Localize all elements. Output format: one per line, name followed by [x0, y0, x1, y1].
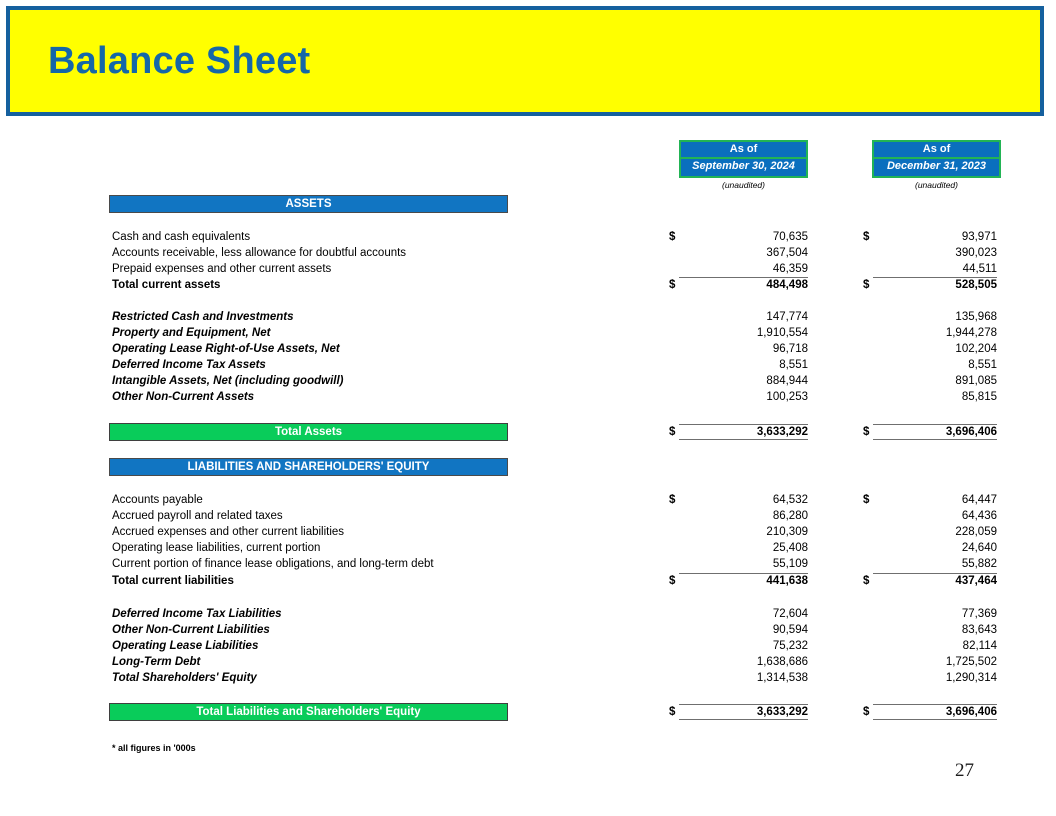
column-2-as-of-label: As of: [872, 140, 1001, 159]
row-label: Property and Equipment, Net: [112, 327, 271, 339]
row-value-period-1: 86,280: [772, 510, 808, 522]
total-liab-equity-value-period-1: 3,633,292: [756, 706, 808, 718]
section-header-assets: ASSETS: [109, 195, 508, 213]
total-assets-value-period-2: 3,696,406: [945, 426, 997, 438]
table-row-total-liabilities-and-equity: [0, 704, 1056, 720]
currency-symbol: $: [863, 575, 870, 587]
row-value-period-1: 484,498: [766, 279, 808, 291]
table-row-total-assets: [0, 424, 1056, 440]
row-label: Cash and cash equivalents: [112, 231, 251, 243]
row-value-period-2: 85,815: [961, 391, 997, 403]
row-value-period-1: 55,109: [772, 558, 808, 570]
table-row: [0, 508, 1056, 524]
row-value-period-1: 884,944: [766, 375, 808, 387]
column-header-period-1: [679, 140, 808, 190]
total-assets-bar: Total Assets: [109, 423, 508, 441]
row-value-period-2: 1,290,314: [945, 672, 997, 684]
table-row: [0, 492, 1056, 508]
row-value-period-1: 96,718: [772, 343, 808, 355]
table-row: [0, 540, 1056, 556]
row-label: Total current assets: [112, 279, 221, 291]
row-value-period-2: 1,725,502: [945, 656, 997, 668]
table-row-total-current-liabilities: [0, 573, 1056, 589]
table-row: [0, 373, 1056, 389]
row-label: Accrued payroll and related taxes: [112, 510, 283, 522]
row-value-period-1: 25,408: [772, 542, 808, 554]
row-label: Accrued expenses and other current liabilities: [112, 526, 345, 538]
column-header-period-2: [872, 140, 1001, 190]
row-value-period-1: 1,314,538: [756, 672, 808, 684]
row-value-period-1: 8,551: [779, 359, 808, 371]
row-label: Total Shareholders' Equity: [112, 672, 257, 684]
balance-sheet-body: [0, 128, 1056, 816]
currency-symbol: $: [863, 494, 870, 506]
row-value-period-2: 82,114: [962, 640, 997, 652]
currency-symbol: $: [863, 706, 870, 718]
row-value-period-2: 83,643: [961, 624, 997, 636]
row-value-period-2: 228,059: [955, 526, 997, 538]
row-label: Other Non-Current Assets: [112, 391, 255, 403]
row-value-period-1: 100,253: [766, 391, 808, 403]
row-value-period-2: 135,968: [955, 311, 997, 323]
row-label: Long-Term Debt: [112, 656, 201, 668]
table-row: [0, 622, 1056, 638]
table-row: [0, 670, 1056, 686]
currency-symbol: $: [863, 426, 870, 438]
row-value-period-2: 390,023: [955, 247, 997, 259]
row-value-period-2: 55,882: [961, 558, 997, 570]
row-label: Deferred Income Tax Liabilities: [112, 608, 282, 620]
row-label: Current portion of finance lease obligations, and long-term debt: [112, 558, 434, 570]
row-value-period-2: 528,505: [955, 279, 997, 291]
row-label: Restricted Cash and Investments: [112, 311, 294, 323]
row-value-period-1: 1,638,686: [756, 656, 808, 668]
row-label: Prepaid expenses and other current assets: [112, 263, 332, 275]
table-row: [0, 229, 1056, 245]
row-label: Intangible Assets, Net (including goodwill): [112, 375, 344, 387]
row-label: Accounts receivable, less allowance for doubtful accounts: [112, 247, 407, 259]
row-label: Operating Lease Right-of-Use Assets, Net: [112, 343, 340, 355]
row-value-period-1: 90,594: [772, 624, 808, 636]
page-number: 27: [955, 760, 974, 781]
row-value-period-1: 210,309: [766, 526, 808, 538]
row-value-period-1: 70,635: [772, 231, 808, 243]
currency-symbol: $: [669, 231, 676, 243]
currency-symbol: $: [669, 494, 676, 506]
column-1-unaudited-note: (unaudited): [721, 180, 765, 190]
table-row: [0, 309, 1056, 325]
row-label: Operating Lease Liabilities: [112, 640, 259, 652]
row-value-period-1: 72,604: [772, 608, 808, 620]
table-row: [0, 261, 1056, 277]
row-value-period-1: 46,359: [772, 263, 808, 275]
row-value-period-2: 8,551: [968, 359, 997, 371]
row-value-period-1: 441,638: [766, 575, 808, 587]
table-row: [0, 556, 1056, 572]
title-banner: [6, 6, 1044, 116]
total-liabilities-and-equity-bar: Total Liabilities and Shareholders' Equity: [109, 703, 508, 721]
row-value-period-2: 44,511: [962, 263, 997, 275]
row-value-period-2: 64,436: [961, 510, 997, 522]
row-value-period-2: 64,447: [961, 494, 997, 506]
row-value-period-1: 367,504: [766, 247, 808, 259]
row-value-period-2: 1,944,278: [945, 327, 997, 339]
row-label: Other Non-Current Liabilities: [112, 624, 270, 636]
row-value-period-2: 77,369: [961, 608, 997, 620]
currency-symbol: $: [669, 426, 676, 438]
row-value-period-2: 102,204: [955, 343, 997, 355]
table-row: [0, 325, 1056, 341]
section-header-liabilities-and-equity: LIABILITIES AND SHAREHOLDERS' EQUITY: [109, 458, 508, 476]
table-row: [0, 341, 1056, 357]
total-liab-equity-value-period-2: 3,696,406: [945, 706, 997, 718]
table-row: [0, 357, 1056, 373]
table-row: [0, 389, 1056, 405]
footnote: * all figures in '000s: [112, 743, 196, 753]
row-value-period-2: 93,971: [961, 231, 997, 243]
page-title: Balance Sheet: [48, 39, 311, 82]
currency-symbol: $: [669, 279, 676, 291]
currency-symbol: $: [863, 279, 870, 291]
row-value-period-1: 64,532: [772, 494, 808, 506]
row-value-period-1: 147,774: [766, 311, 808, 323]
column-1-as-of-label: As of: [679, 140, 808, 159]
row-value-period-2: 891,085: [955, 375, 997, 387]
table-row: [0, 638, 1056, 654]
row-value-period-2: 24,640: [961, 542, 997, 554]
currency-symbol: $: [863, 231, 870, 243]
row-label: Total current liabilities: [112, 575, 234, 587]
row-value-period-1: 75,232: [772, 640, 808, 652]
table-row: [0, 654, 1056, 670]
total-assets-value-period-1: 3,633,292: [756, 426, 808, 438]
currency-symbol: $: [669, 575, 676, 587]
currency-symbol: $: [669, 706, 676, 718]
row-value-period-2: 437,464: [955, 575, 997, 587]
row-label: Deferred Income Tax Assets: [112, 359, 266, 371]
table-row: [0, 524, 1056, 540]
row-label: Accounts payable: [112, 494, 203, 506]
row-label: Operating lease liabilities, current portion: [112, 542, 321, 554]
table-row: [0, 245, 1056, 261]
row-value-period-1: 1,910,554: [756, 327, 808, 339]
column-1-date: September 30, 2024: [679, 159, 808, 178]
table-row-total-current-assets: [0, 277, 1056, 293]
table-row: [0, 606, 1056, 622]
column-2-unaudited-note: (unaudited): [914, 180, 958, 190]
column-2-date: December 31, 2023: [872, 159, 1001, 178]
